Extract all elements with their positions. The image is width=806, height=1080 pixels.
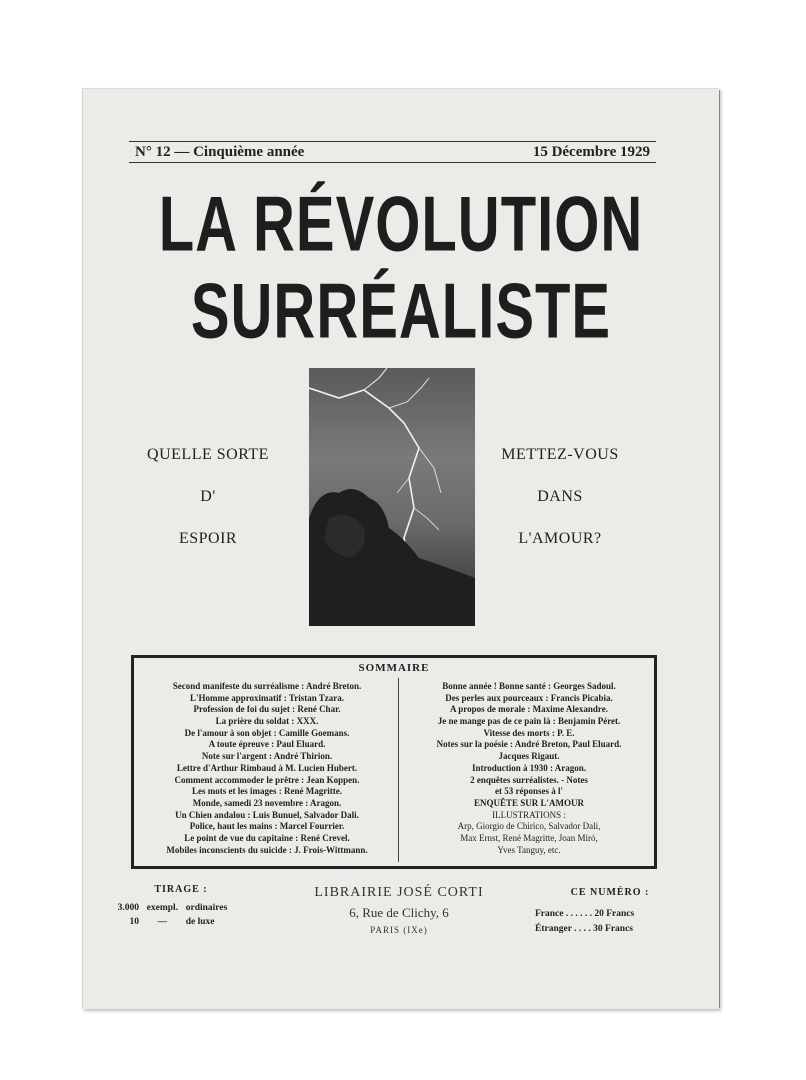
issue-number: N° 12 — Cinquième année <box>135 143 305 160</box>
issue-date: 15 Décembre 1929 <box>532 143 650 160</box>
sommaire-title: SOMMAIRE <box>358 662 430 674</box>
contents-entry: Mobiles inconscients du suicide : J. Frois-Wittmann. <box>166 844 368 855</box>
illustrations-entry: Yves Tanguy, etc. <box>497 844 561 855</box>
contents-entry: Comment accommoder le prêtre : Jean Koppen. <box>174 774 360 785</box>
tirage-mid: exempl. <box>146 903 179 913</box>
illustrations-entry: Max Ernst, René Magritte, Joan Miró, <box>460 832 598 843</box>
lightning-photograph <box>309 368 475 626</box>
contents-entry: Le point de vue du capitaine : René Crevel. <box>184 832 350 843</box>
contents-entry: A propos de morale : Maxime Alexandre. <box>450 704 608 715</box>
magazine-cover <box>82 88 719 1009</box>
publisher-city: PARIS (IXe) <box>370 925 428 935</box>
title-line-1: LA RÉVOLUTION <box>158 180 644 269</box>
contents-entry: ENQUÊTE SUR L'AMOUR <box>473 797 584 808</box>
right-phrase <box>475 434 645 560</box>
left-phrase-line: ESPOIR <box>178 530 238 547</box>
price-heading: CE NUMÉRO : <box>570 887 650 898</box>
right-phrase-line: L'AMOUR? <box>518 530 602 547</box>
tirage-qty: 10 <box>129 917 139 927</box>
contents-entry: Profession de foi du sujet : René Char. <box>193 704 341 715</box>
contents-entry: L'Homme approximatif : Tristan Tzara. <box>189 692 345 703</box>
contents-entry: Vitesse des morts : P. E. <box>483 727 575 738</box>
contents-entry: La prière du soldat : XXX. <box>215 716 319 727</box>
contents-entry: et 53 réponses à l' <box>495 786 563 797</box>
price-row: France . . . . . . 20 Francs <box>535 909 635 919</box>
price-row: Étranger . . . . 30 Francs <box>535 924 633 934</box>
contents-entry: Je ne mange pas de ce pain là : Benjamin Péret. <box>437 716 621 727</box>
illustrations-heading: ILLUSTRATIONS : <box>492 809 566 820</box>
tirage-row <box>111 915 251 929</box>
lightning-image <box>309 368 475 626</box>
contents-right-column <box>404 681 654 856</box>
contents-entry: Jacques Rigaut. <box>498 751 560 762</box>
contents-left-column <box>142 681 392 856</box>
illustrations-entry: Arp, Giorgio de Chirico, Salvador Dali, <box>457 821 601 832</box>
contents-entry: 2 enquêtes surréalistes. - Notes <box>470 774 588 785</box>
publisher-name: LIBRAIRIE JOSÉ CORTI <box>314 885 484 900</box>
contents-entry: Des perles aux pourceaux : Francis Picabia. <box>445 692 613 703</box>
contents-entry: Police, haut les mains : Marcel Fourrier. <box>189 821 345 832</box>
contents-entry: Second manifeste du surréalisme : André Breton. <box>172 681 362 691</box>
contents-entry: Lettre d'Arthur Rimbaud à M. Lucien Hubert. <box>176 762 358 773</box>
contents-entry: De l'amour à son objet : Camille Goemans. <box>184 727 350 738</box>
tirage-row <box>111 901 251 915</box>
contents-entry: A toute épreuve : Paul Eluard. <box>208 739 326 750</box>
contents-entry: Note sur l'argent : André Thirion. <box>201 751 333 762</box>
publisher-block <box>279 885 519 935</box>
tirage-label: ordinaires <box>185 903 228 913</box>
issue-line <box>129 141 656 163</box>
contents-entry: Introduction à 1930 : Aragon. <box>471 762 587 773</box>
tirage-block <box>111 884 251 929</box>
tirage-mid: — <box>157 917 168 927</box>
right-phrase-line: METTEZ-VOUS <box>501 446 619 463</box>
contents-entry: Monde, samedi 23 novembre : Aragon. <box>192 797 342 808</box>
column-divider <box>398 678 399 862</box>
right-phrase-line: DANS <box>537 488 583 505</box>
title-line-2: SURRÉALISTE <box>190 267 612 356</box>
contents-entry: Les mots et les images : René Magritte. <box>192 786 342 797</box>
table-of-contents <box>131 655 657 869</box>
contents-entry: Notes sur la poésie : André Breton, Paul Eluard. <box>436 739 622 750</box>
publisher-address: 6, Rue de Clichy, 6 <box>349 905 449 920</box>
left-phrase <box>123 434 293 560</box>
left-phrase-line: QUELLE SORTE <box>147 446 269 463</box>
contents-entry: Bonne année ! Bonne santé : Georges Sadoul. <box>442 681 616 691</box>
tirage-label: de luxe <box>185 917 215 927</box>
left-phrase-line: D' <box>200 488 216 505</box>
tirage-heading: TIRAGE : <box>154 884 208 895</box>
price-block <box>535 887 685 937</box>
tirage-qty: 3.000 <box>117 903 139 913</box>
contents-entry: Un Chien andalou : Luis Bunuel, Salvador Dali. <box>175 809 359 820</box>
